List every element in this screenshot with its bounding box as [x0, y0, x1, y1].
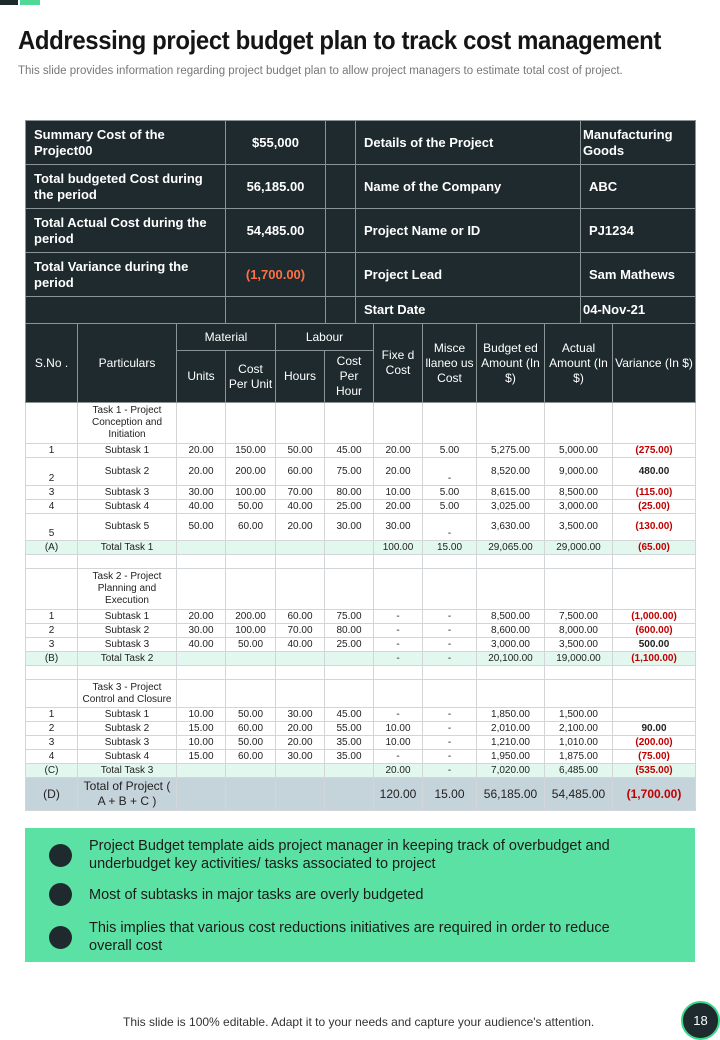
cell-units: 15.00 — [177, 750, 226, 764]
header-budget-amount: Budget ed Amount (In $) — [477, 324, 545, 403]
summary-spacer — [326, 209, 356, 253]
cell-variance: (65.00) — [613, 541, 696, 555]
cell-name: Subtask 2 — [78, 458, 177, 486]
cell-cost-per-unit: 60.00 — [226, 514, 276, 541]
task-title-row — [26, 403, 696, 444]
cell-name: Subtask 2 — [78, 722, 177, 736]
page-title: Addressing project budget plan to track cost management — [18, 25, 661, 55]
details-label: Start Date — [356, 297, 581, 324]
cell-variance: (130.00) — [613, 514, 696, 541]
cell-variance: (1,700.00) — [613, 778, 696, 811]
header-particulars: Particulars — [78, 324, 177, 403]
table-row — [26, 514, 696, 541]
cell-cost-per-hour: 25.00 — [325, 500, 374, 514]
cell-variance — [613, 708, 696, 722]
cell-hours: 30.00 — [276, 708, 325, 722]
task-title-row — [26, 680, 696, 708]
cell-sno: 4 — [26, 750, 78, 764]
bullet-icon — [49, 883, 72, 906]
cell-actual: 7,500.00 — [545, 610, 613, 624]
total-row — [26, 652, 696, 666]
corner-accent-dark — [0, 0, 18, 5]
cell-variance: (535.00) — [613, 764, 696, 778]
cell-actual: 8,500.00 — [545, 486, 613, 500]
details-value: PJ1234 — [581, 209, 696, 253]
summary-label: Total budgeted Cost during the period — [26, 165, 226, 209]
cell-budget: 1,210.00 — [477, 736, 545, 750]
cell-budget: 2,010.00 — [477, 722, 545, 736]
cell-actual: 5,000.00 — [545, 444, 613, 458]
cell-cost-per-hour: 75.00 — [325, 458, 374, 486]
cell-fixed: 30.00 — [374, 514, 423, 541]
cell-budget: 7,020.00 — [477, 764, 545, 778]
cell-variance: (115.00) — [613, 486, 696, 500]
cell-fixed: - — [374, 708, 423, 722]
cell-actual: 54,485.00 — [545, 778, 613, 811]
cell-name: Subtask 3 — [78, 736, 177, 750]
bullet-icon — [49, 926, 72, 949]
summary-spacer — [326, 297, 356, 324]
cell-budget: 8,520.00 — [477, 458, 545, 486]
summary-row — [26, 253, 696, 297]
cell-budget: 5,275.00 — [477, 444, 545, 458]
cell-units: 40.00 — [177, 500, 226, 514]
total-row — [26, 764, 696, 778]
cell-hours: 20.00 — [276, 722, 325, 736]
cell-variance: (275.00) — [613, 444, 696, 458]
cell-budget: 1,850.00 — [477, 708, 545, 722]
summary-row — [26, 209, 696, 253]
cell-fixed: 20.00 — [374, 444, 423, 458]
details-value: Manufacturing Goods — [581, 121, 696, 165]
cell-cost-per-unit: 100.00 — [226, 486, 276, 500]
details-label: Project Lead — [356, 253, 581, 297]
cell-variance: (600.00) — [613, 624, 696, 638]
summary-label: Total Variance during the period — [26, 253, 226, 297]
cell-misc: - — [423, 764, 477, 778]
cell-budget: 1,950.00 — [477, 750, 545, 764]
cell-units: 20.00 — [177, 610, 226, 624]
cell-units: 15.00 — [177, 722, 226, 736]
cell-hours: 20.00 — [276, 514, 325, 541]
cell-name: Subtask 4 — [78, 500, 177, 514]
cell-hours: 70.00 — [276, 486, 325, 500]
cell-fixed: 20.00 — [374, 458, 423, 486]
summary-value: (1,700.00) — [226, 253, 326, 297]
cell-units: 10.00 — [177, 708, 226, 722]
cell-cost-per-unit: 50.00 — [226, 708, 276, 722]
summary-spacer — [326, 165, 356, 209]
cell-fixed: 100.00 — [374, 541, 423, 555]
cell-fixed: 20.00 — [374, 500, 423, 514]
cell-name: Subtask 4 — [78, 750, 177, 764]
cell-cost-per-hour: 45.00 — [325, 708, 374, 722]
summary-value — [226, 297, 326, 324]
cell-name: Subtask 5 — [78, 514, 177, 541]
spacer-row — [26, 666, 696, 680]
cell-hours: 40.00 — [276, 638, 325, 652]
summary-row — [26, 297, 696, 324]
cell-units: 20.00 — [177, 458, 226, 486]
cell-cost-per-unit: 200.00 — [226, 458, 276, 486]
cell-cost-per-unit: 100.00 — [226, 624, 276, 638]
cell-units: 40.00 — [177, 638, 226, 652]
details-value: ABC — [581, 165, 696, 209]
budget-table — [25, 323, 696, 811]
cell-actual: 1,875.00 — [545, 750, 613, 764]
cell-variance: (200.00) — [613, 736, 696, 750]
table-row — [26, 750, 696, 764]
header-material: Material — [177, 324, 276, 351]
cell-units: 20.00 — [177, 444, 226, 458]
cell-name: Total of Project ( A + B + C ) — [78, 778, 177, 811]
cell-units: 50.00 — [177, 514, 226, 541]
cell-cost-per-unit: 150.00 — [226, 444, 276, 458]
insight-text: Project Budget template aids project manager in keeping track of overbudget and underbudget key activities/ tasks associated to project — [89, 838, 610, 872]
cell-fixed: 10.00 — [374, 736, 423, 750]
cell-variance: 500.00 — [613, 638, 696, 652]
cell-actual: 3,000.00 — [545, 500, 613, 514]
cell-sno: (A) — [26, 541, 78, 555]
table-row — [26, 638, 696, 652]
table-row — [26, 610, 696, 624]
cell-cost-per-hour: 25.00 — [325, 638, 374, 652]
task-title-row — [26, 569, 696, 610]
cell-misc: - — [423, 708, 477, 722]
cell-budget: 8,615.00 — [477, 486, 545, 500]
cell-sno: (B) — [26, 652, 78, 666]
cell-sno: 2 — [26, 458, 78, 486]
cell-cost-per-hour: 35.00 — [325, 736, 374, 750]
header-row — [26, 324, 696, 351]
cell-name: Total Task 1 — [78, 541, 177, 555]
cell-cost-per-hour: 55.00 — [325, 722, 374, 736]
spacer-row — [26, 555, 696, 569]
header-misc-cost: Misce llaneo us Cost — [423, 324, 477, 403]
cell-name: Total Task 2 — [78, 652, 177, 666]
cell-sno: 2 — [26, 722, 78, 736]
cell-variance: 480.00 — [613, 458, 696, 486]
cell-cost-per-hour: 80.00 — [325, 624, 374, 638]
cell-name: Total Task 3 — [78, 764, 177, 778]
cell-name: Subtask 1 — [78, 444, 177, 458]
header-hours: Hours — [276, 351, 325, 403]
summary-value: 54,485.00 — [226, 209, 326, 253]
cell-units: 10.00 — [177, 736, 226, 750]
task-title: Task 3 - Project Control and Closure — [78, 680, 177, 708]
cell-name: Subtask 2 — [78, 624, 177, 638]
corner-accent-green — [20, 0, 40, 5]
cell-misc: 15.00 — [423, 541, 477, 555]
header-variance: Variance (In $) — [613, 324, 696, 403]
cell-hours: 70.00 — [276, 624, 325, 638]
cell-cost-per-hour: 30.00 — [325, 514, 374, 541]
cell-fixed: 10.00 — [374, 722, 423, 736]
details-value: 04-Nov-21 — [581, 297, 696, 324]
cell-fixed: - — [374, 610, 423, 624]
cell-hours: 30.00 — [276, 750, 325, 764]
page-subtitle: This slide provides information regarding project budget plan to allow project managers to estimate total cost of project. — [18, 65, 623, 77]
summary-label — [26, 297, 226, 324]
table-row — [26, 736, 696, 750]
cell-budget: 3,000.00 — [477, 638, 545, 652]
cell-misc: - — [423, 624, 477, 638]
header-units: Units — [177, 351, 226, 403]
cell-budget: 3,630.00 — [477, 514, 545, 541]
cell-sno: 2 — [26, 624, 78, 638]
task-title: Task 2 - Project Planning and Execution — [78, 569, 177, 610]
cell-budget: 29,065.00 — [477, 541, 545, 555]
cell-sno: 5 — [26, 514, 78, 541]
cell-actual: 1,010.00 — [545, 736, 613, 750]
cell-cost-per-unit: 50.00 — [226, 638, 276, 652]
cell-fixed: - — [374, 638, 423, 652]
details-value: Sam Mathews — [581, 253, 696, 297]
cell-fixed: - — [374, 624, 423, 638]
cell-cost-per-hour: 80.00 — [325, 486, 374, 500]
cell-misc: - — [423, 638, 477, 652]
cell-name: Subtask 1 — [78, 708, 177, 722]
summary-value: 56,185.00 — [226, 165, 326, 209]
cell-actual: 8,000.00 — [545, 624, 613, 638]
cell-variance: (25.00) — [613, 500, 696, 514]
cell-actual: 3,500.00 — [545, 638, 613, 652]
cell-variance: (1,000.00) — [613, 610, 696, 624]
cell-variance: (75.00) — [613, 750, 696, 764]
cell-actual: 19,000.00 — [545, 652, 613, 666]
table-row — [26, 708, 696, 722]
table-row — [26, 722, 696, 736]
insight-text: This implies that various cost reductions initiatives are required in order to reduce overall cost — [89, 920, 610, 954]
table-row — [26, 444, 696, 458]
header-cost-per-unit: Cost Per Unit — [226, 351, 276, 403]
task-title: Task 1 - Project Conception and Initiation — [78, 403, 177, 444]
cell-hours: 20.00 — [276, 736, 325, 750]
cell-fixed: 120.00 — [374, 778, 423, 811]
page-number-badge: 18 — [681, 1001, 720, 1040]
cell-actual: 29,000.00 — [545, 541, 613, 555]
cell-name: Subtask 3 — [78, 638, 177, 652]
header-actual-amount: Actual Amount (In $) — [545, 324, 613, 403]
summary-row — [26, 121, 696, 165]
cell-fixed: - — [374, 750, 423, 764]
summary-label: Total Actual Cost during the period — [26, 209, 226, 253]
cell-cost-per-unit: 60.00 — [226, 750, 276, 764]
cell-budget: 8,500.00 — [477, 610, 545, 624]
cell-sno: (D) — [26, 778, 78, 811]
summary-spacer — [326, 121, 356, 165]
grand-total-row — [26, 778, 696, 811]
header-sno: S.No . — [26, 324, 78, 403]
cell-budget: 56,185.00 — [477, 778, 545, 811]
cell-cost-per-hour: 35.00 — [325, 750, 374, 764]
key-insights-box — [25, 828, 695, 962]
insight-item — [49, 919, 649, 955]
cell-units: 30.00 — [177, 486, 226, 500]
summary-value: $55,000 — [226, 121, 326, 165]
insight-item — [49, 883, 649, 906]
cell-misc: - — [423, 736, 477, 750]
footer-note: This slide is 100% editable. Adapt it to your needs and capture your audience's attention. — [123, 1015, 595, 1029]
header-fixed-cost: Fixe d Cost — [374, 324, 423, 403]
cell-cost-per-hour: 45.00 — [325, 444, 374, 458]
header-labour: Labour — [276, 324, 374, 351]
summary-spacer — [326, 253, 356, 297]
cell-misc: - — [423, 610, 477, 624]
cell-misc: 15.00 — [423, 778, 477, 811]
cell-misc: - — [423, 652, 477, 666]
cell-sno: 3 — [26, 486, 78, 500]
insight-text: Most of subtasks in major tasks are overly budgeted — [89, 886, 424, 903]
cell-cost-per-unit: 50.00 — [226, 500, 276, 514]
table-row — [26, 624, 696, 638]
summary-table — [25, 120, 696, 324]
cell-cost-per-unit: 200.00 — [226, 610, 276, 624]
cell-name: Subtask 1 — [78, 610, 177, 624]
header-cost-per-hour: Cost Per Hour — [325, 351, 374, 403]
cell-fixed: - — [374, 652, 423, 666]
cell-fixed: 10.00 — [374, 486, 423, 500]
cell-misc: - — [423, 722, 477, 736]
cell-cost-per-unit: 60.00 — [226, 722, 276, 736]
cell-misc: - — [423, 750, 477, 764]
cell-hours: 60.00 — [276, 458, 325, 486]
cell-budget: 8,600.00 — [477, 624, 545, 638]
cell-budget: 20,100.00 — [477, 652, 545, 666]
summary-label: Summary Cost of the Project00 — [26, 121, 226, 165]
cell-misc: 5.00 — [423, 500, 477, 514]
bullet-icon — [49, 844, 72, 867]
cell-budget: 3,025.00 — [477, 500, 545, 514]
cell-sno: 4 — [26, 500, 78, 514]
insight-item — [49, 837, 649, 873]
cell-sno: (C) — [26, 764, 78, 778]
cell-sno: 1 — [26, 444, 78, 458]
cell-sno: 1 — [26, 708, 78, 722]
cell-actual: 3,500.00 — [545, 514, 613, 541]
cell-variance: (1,100.00) — [613, 652, 696, 666]
cell-actual: 2,100.00 — [545, 722, 613, 736]
cell-hours: 40.00 — [276, 500, 325, 514]
table-row — [26, 500, 696, 514]
cell-sno: 3 — [26, 736, 78, 750]
summary-row — [26, 165, 696, 209]
cell-sno: 3 — [26, 638, 78, 652]
table-row — [26, 458, 696, 486]
cell-hours: 50.00 — [276, 444, 325, 458]
cell-cost-per-hour: 75.00 — [325, 610, 374, 624]
details-label: Name of the Company — [356, 165, 581, 209]
details-label: Details of the Project — [356, 121, 581, 165]
cell-misc: 5.00 — [423, 486, 477, 500]
cell-variance: 90.00 — [613, 722, 696, 736]
cell-misc: - — [423, 458, 477, 486]
cell-actual: 9,000.00 — [545, 458, 613, 486]
cell-sno: 1 — [26, 610, 78, 624]
cell-fixed: 20.00 — [374, 764, 423, 778]
total-row — [26, 541, 696, 555]
cell-units: 30.00 — [177, 624, 226, 638]
cell-misc: - — [423, 514, 477, 541]
cell-misc: 5.00 — [423, 444, 477, 458]
cell-name: Subtask 3 — [78, 486, 177, 500]
details-label: Project Name or ID — [356, 209, 581, 253]
cell-actual: 6,485.00 — [545, 764, 613, 778]
cell-hours: 60.00 — [276, 610, 325, 624]
cell-cost-per-unit: 50.00 — [226, 736, 276, 750]
table-row — [26, 486, 696, 500]
cell-actual: 1,500.00 — [545, 708, 613, 722]
